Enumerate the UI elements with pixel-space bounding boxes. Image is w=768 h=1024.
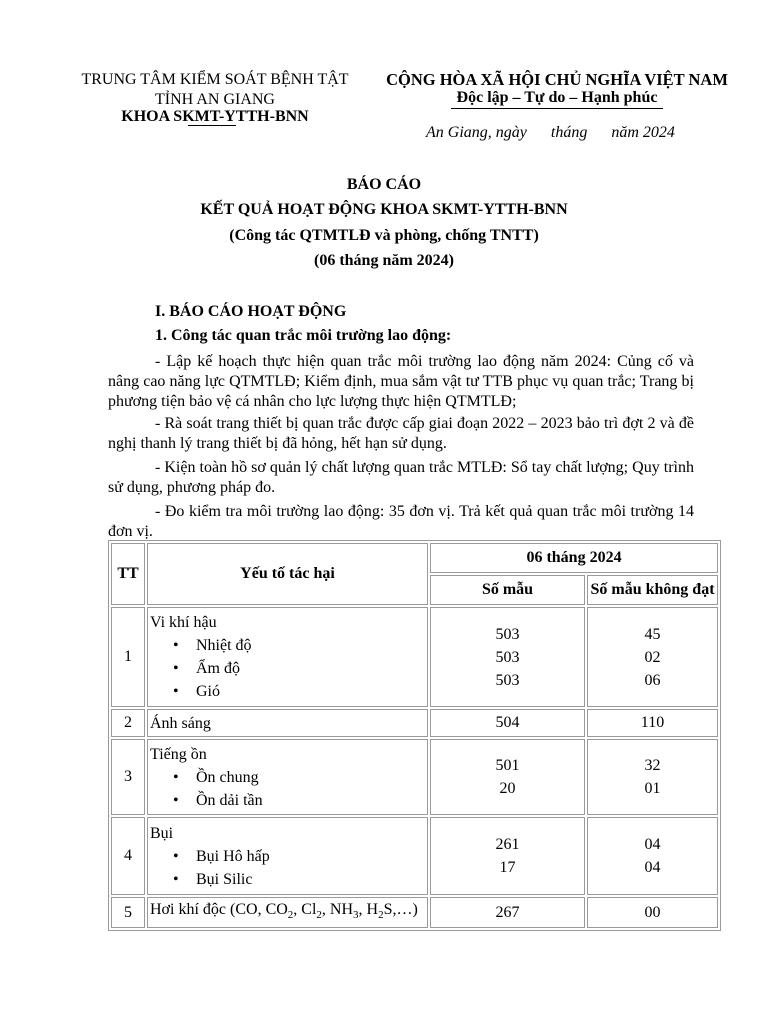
failed-count: 110 bbox=[587, 709, 718, 737]
org-name-line2: TỈNH AN GIANG bbox=[155, 91, 275, 108]
paragraph-2: - Rà soát trang thiết bị quan trắc được cấp giai đoạn 2022 – 2023 bảo trì đợt 2 và đề nghị thanh lý trang thiết bị đã hỏng, hết hạn sử dụng. bbox=[108, 415, 694, 452]
paragraph-1: - Lập kế hoạch thực hiện quan trắc môi trường lao động năm 2024: Củng cố và nâng cao năng lực QTMTLĐ; Kiểm định, mua sắm vật tư TTB phục vụ quan trắc; Trang bị phương tiện bảo vệ cá nhân cho lực lượng thực hiện QTMTLĐ; bbox=[108, 353, 694, 410]
factor-name: Tiếng ồn bbox=[150, 745, 207, 763]
failed-count: 06 bbox=[644, 671, 661, 689]
motto-underline bbox=[451, 108, 663, 109]
table-row bbox=[111, 897, 718, 928]
failed-cell bbox=[587, 739, 718, 815]
sub-factor: • Bụi Silic bbox=[173, 868, 427, 891]
header-tt: TT bbox=[111, 543, 145, 605]
sample-count: 503 bbox=[495, 625, 520, 643]
table-row bbox=[111, 817, 718, 895]
sample-count: 20 bbox=[499, 780, 516, 797]
sample-count: 501 bbox=[495, 757, 520, 774]
samples-cell bbox=[430, 607, 585, 707]
header-samples: Số mẫu bbox=[430, 575, 585, 605]
failed-count: 04 bbox=[644, 859, 661, 876]
report-title: BÁO CÁO bbox=[346, 176, 422, 193]
failed-count: 32 bbox=[644, 757, 661, 774]
sub-factor: • Bụi Hô hấp bbox=[173, 845, 427, 868]
report-scope: (Công tác QTMTLĐ và phòng, chống TNTT) bbox=[229, 227, 539, 244]
sub-factor: • Gió bbox=[173, 680, 427, 703]
factor-name: Hơi khí độc (CO, $CO_2$, $Cl_2$, $NH_3$, $H_2S,\dots$) bbox=[150, 901, 418, 922]
factor-name: Ánh sáng bbox=[150, 714, 211, 732]
report-subtitle: KẾT QUẢ HOẠT ĐỘNG KHOA SKMT-YTTH-BNN bbox=[200, 201, 568, 218]
report-period: (06 tháng năm 2024) bbox=[313, 252, 454, 269]
sample-count: 503 bbox=[495, 671, 520, 689]
nation-motto: Độc lập – Tự do – Hạnh phúc bbox=[456, 89, 658, 106]
factor-cell bbox=[147, 817, 428, 895]
sub-factor: • Ồn chung bbox=[173, 766, 427, 789]
failed-count: 02 bbox=[644, 648, 661, 666]
sample-count: 503 bbox=[495, 648, 520, 666]
sub-factor: • Ẩm độ bbox=[173, 657, 427, 680]
paragraph-4: - Đo kiểm tra môi trường lao động: 35 đơn vị. Trả kết quả quan trắc môi trường 14 đơn vị. bbox=[108, 503, 694, 540]
org-department: KHOA SKMT-YTTH-BNN bbox=[121, 108, 309, 125]
failed-count: 04 bbox=[644, 836, 661, 853]
factor-cell bbox=[147, 709, 428, 737]
sample-count: 261 bbox=[495, 836, 520, 853]
header-factor: Yếu tố tác hại bbox=[147, 543, 428, 605]
section-heading-1-1: 1. Công tác quan trắc môi trường lao động: bbox=[155, 327, 452, 344]
factor-name: Vi khí hậu bbox=[150, 614, 217, 631]
table-row bbox=[111, 607, 718, 707]
org-name-line1: TRUNG TÂM KIỂM SOÁT BỆNH TẬT bbox=[81, 71, 349, 88]
row-index: 4 bbox=[111, 817, 145, 895]
factor-name: Bụi bbox=[150, 824, 174, 842]
table-row bbox=[111, 709, 718, 737]
row-index: 5 bbox=[111, 897, 145, 928]
samples-cell bbox=[430, 739, 585, 815]
factor-cell bbox=[147, 897, 428, 928]
section-heading-1: I. BÁO CÁO HOẠT ĐỘNG bbox=[155, 303, 347, 320]
samples-cell bbox=[430, 817, 585, 895]
factor-cell bbox=[147, 739, 428, 815]
failed-count: 01 bbox=[644, 780, 661, 797]
date-line: An Giang, ngày tháng năm 2024 bbox=[426, 124, 675, 141]
org-underline bbox=[188, 125, 236, 126]
header-failed: Số mẫu không đạt bbox=[587, 575, 718, 605]
results-table bbox=[108, 540, 721, 931]
failed-cell bbox=[587, 817, 718, 895]
row-index: 3 bbox=[111, 739, 145, 815]
header-period: 06 tháng 2024 bbox=[430, 543, 718, 573]
paragraph-3: - Kiện toàn hồ sơ quản lý chất lượng quan trắc MTLĐ: Sổ tay chất lượng; Quy trình sử dụng, phương pháp đo. bbox=[108, 459, 694, 496]
sample-count: 17 bbox=[499, 859, 516, 876]
sub-factor: • Ồn dải tần bbox=[173, 789, 427, 812]
table-row bbox=[111, 739, 718, 815]
sample-count: 267 bbox=[430, 897, 585, 928]
sample-count: 504 bbox=[430, 709, 585, 737]
row-index: 2 bbox=[111, 709, 145, 737]
row-index: 1 bbox=[111, 607, 145, 707]
factor-cell bbox=[147, 607, 428, 707]
nation-title: CỘNG HÒA XÃ HỘI CHỦ NGHĨA VIỆT NAM bbox=[386, 70, 728, 89]
failed-cell bbox=[587, 607, 718, 707]
failed-count: 00 bbox=[587, 897, 718, 928]
failed-count: 45 bbox=[644, 625, 661, 643]
sub-factor: • Nhiệt độ bbox=[173, 634, 427, 657]
